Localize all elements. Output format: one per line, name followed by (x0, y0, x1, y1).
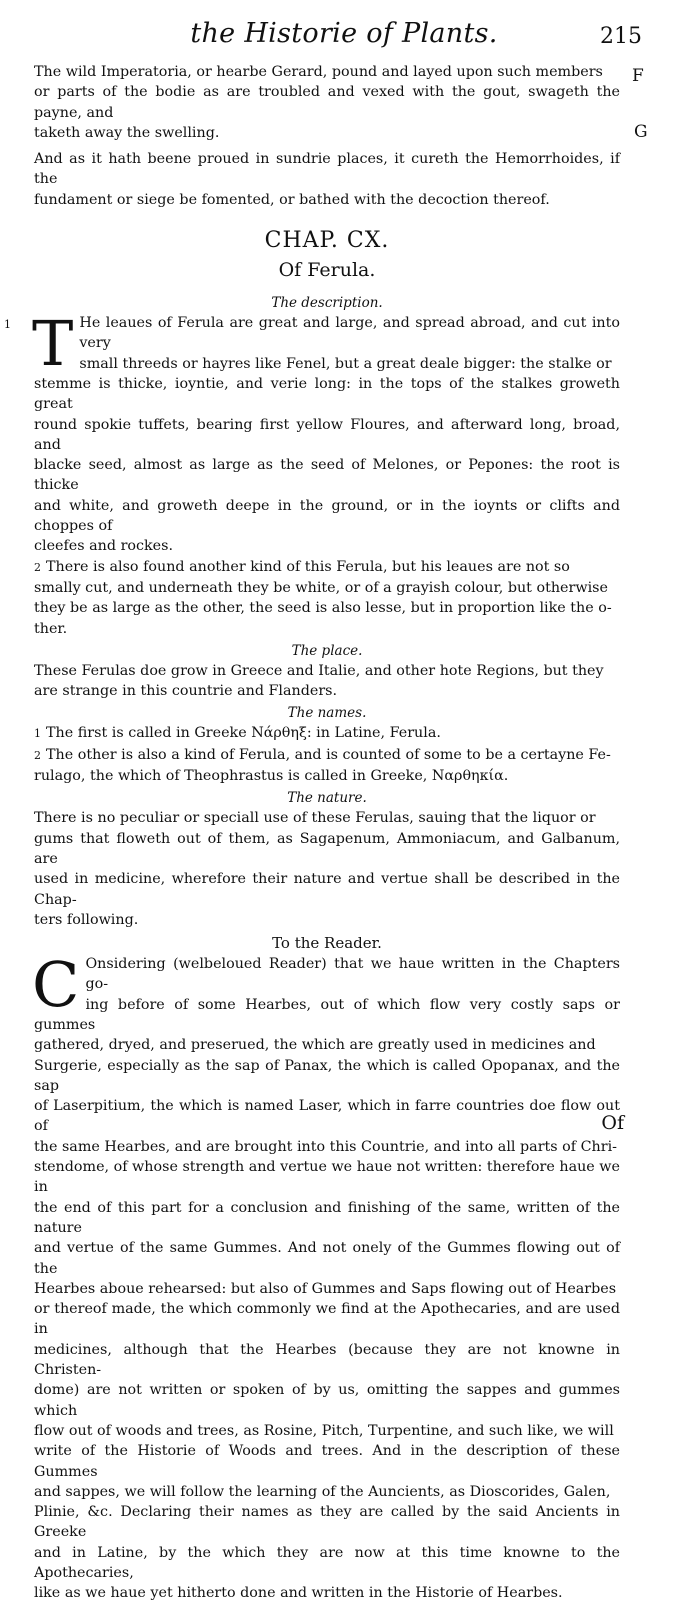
margin-letter-f: F (632, 66, 644, 86)
text-line (34, 723, 620, 744)
text-line: rulago, the which of Theophrastus is called in Greeke, Ναρθηκία. (34, 768, 509, 785)
text-line: These Ferulas doe grow in Greece and Italie, and other hote Regions, but they (34, 662, 604, 679)
text-line: Hearbes aboue rehearsed: but also of Gummes and Saps flowing out of Hearbes (34, 1280, 617, 1297)
description-item-2 (34, 557, 620, 639)
reader-heading: To the Reader. (272, 934, 382, 953)
chapter-title: Of Ferula. (278, 259, 376, 282)
text-run: The other is also a kind of Ferula, and is counted of some to be a certayne Fe- (46, 746, 611, 763)
text-line: stemme is thicke, ioyntie, and verie long: in the tops of the stalkes groweth great (34, 375, 620, 413)
nature-heading: The nature. (287, 790, 367, 807)
item-number: 1 (4, 318, 11, 332)
text-line: of Laserpitium, the which is named Laser, which in farre countries doe flow out of (34, 1098, 620, 1135)
text-line: used in medicine, wherefore their nature and vertue shall be described in the Chap- (34, 871, 620, 908)
text-line: they be as large as the other, the seed is also lesse, but in proportion like the o- (34, 600, 612, 617)
intro-paragraph (34, 62, 620, 210)
description-heading: The description. (271, 295, 383, 312)
drop-cap: C (32, 948, 80, 1022)
text-line: flow out of woods and trees, as Rosine, Pitch, Turpentine, and such like, we will (34, 1422, 614, 1439)
text-line: gathered, dryed, and preserued, the which are greatly used in medicines and (34, 1037, 596, 1054)
page-body (4, 62, 620, 1604)
text-line: and sappes, we will follow the learning of the Auncients, as Dioscorides, Galen, (34, 1483, 611, 1500)
text-line: or thereof made, the which commonly we find at the Apothecaries, and are used in (34, 1301, 620, 1338)
reader-paragraph (32, 948, 620, 1604)
text-line: He leaues of Ferula are great and large, and spread abroad, and cut into very (79, 315, 620, 352)
text-line: and in Latine, by the which they are now at this time knowne to the Apothecaries, (34, 1544, 620, 1581)
names-item-1 (34, 723, 620, 744)
text-line: or parts of the bodie as are troubled and vexed with the gout, swageth the payne, and (34, 84, 620, 121)
item-number: 1 (34, 727, 41, 741)
text-line: ther. (34, 620, 68, 637)
text-run: There is also found another kind of this Ferula, but his leaues are not so (46, 558, 570, 575)
text-line: taketh away the swelling. (34, 124, 220, 141)
text-line: smally cut, and underneath they be white, or of a grayish colour, but otherwise (34, 579, 608, 596)
page-header (0, 18, 688, 58)
margin-letter-g: G (634, 122, 648, 142)
catchword: Of (601, 1112, 624, 1134)
text-line: blacke seed, almost as large as the seed of Melones, or Pepones: the root is thicke (34, 457, 620, 494)
item-number: 2 (34, 560, 41, 574)
text-line: Plinie, &c. Declaring their names as they are called by the said Ancients in Greeke (34, 1504, 620, 1541)
text-line: round spokie tuffets, bearing first yellow Floures, and afterward long, broad, and (34, 416, 620, 453)
text-line (34, 557, 620, 578)
item-number: 2 (34, 748, 41, 762)
text-line: and white, and groweth deepe in the ground, or in the ioynts or clifts and choppes of (34, 497, 620, 535)
text-line: The wild Imperatoria, or hearbe Gerard, pound and layed upon such members (34, 64, 603, 80)
text-line: stendome, of whose strength and vertue we haue not written: therefore haue we in (34, 1159, 620, 1196)
text-line: dome) are not written or spoken of by us, omitting the sappes and gummes which (34, 1382, 620, 1419)
chapter-number: CHAP. CX. (264, 228, 390, 254)
running-title: the Historie of Plants. (190, 18, 498, 49)
text-line: like as we haue yet hitherto done and written in the Historie of Hearbes. (34, 1585, 563, 1602)
text-line: medicines, although that the Hearbes (because they are not knowne in Christen- (34, 1341, 620, 1379)
text-run: The first is called in Greeke Νάρθηξ: in Latine, Ferula. (46, 725, 441, 742)
text-line: are strange in this countrie and Flanders. (34, 683, 338, 700)
names-heading: The names. (287, 705, 367, 722)
place-paragraph (34, 661, 620, 702)
text-line: ing before of some Hearbes, out of which flow very costly saps or gummes (34, 996, 620, 1033)
text-line: gums that floweth out of them, as Sagapenum, Ammoniacum, and Galbanum, are (34, 830, 620, 867)
place-heading: The place. (291, 642, 363, 659)
description-item-1 (4, 307, 620, 557)
text-line: There is no peculiar or speciall use of these Ferulas, sauing that the liquor or (34, 810, 596, 827)
text-line: cleefes and rockes. (34, 538, 174, 555)
page-number: 215 (600, 24, 642, 49)
text-line: the end of this part for a conclusion and finishing of the same, written of the nature (34, 1199, 620, 1236)
text-line: ters following. (34, 911, 139, 928)
text-line: Onsidering (welbeloued Reader) that we haue written in the Chapters go- (85, 956, 620, 993)
drop-cap: T (32, 307, 74, 381)
text-line: small threeds or hayres like Fenel, but a great deale bigger: the stalke or (79, 355, 612, 372)
text-line (34, 745, 620, 766)
names-item-2 (34, 745, 620, 787)
text-line: the same Hearbes, and are brought into this Countrie, and into all parts of Chri- (34, 1138, 617, 1155)
nature-paragraph (34, 808, 620, 930)
text-line: write of the Historie of Woods and trees. And in the description of these Gummes (34, 1443, 620, 1480)
text-line: fundament or siege be fomented, or bathed with the decoction thereof. (34, 191, 550, 208)
text-line: Surgerie, especially as the sap of Panax, the which is called Opopanax, and the sap (34, 1057, 620, 1094)
text-line: And as it hath beene proued in sundrie places, it cureth the Hemorrhoides, if the (34, 151, 620, 188)
text-line: and vertue of the same Gummes. And not onely of the Gummes flowing out of the (34, 1240, 620, 1277)
